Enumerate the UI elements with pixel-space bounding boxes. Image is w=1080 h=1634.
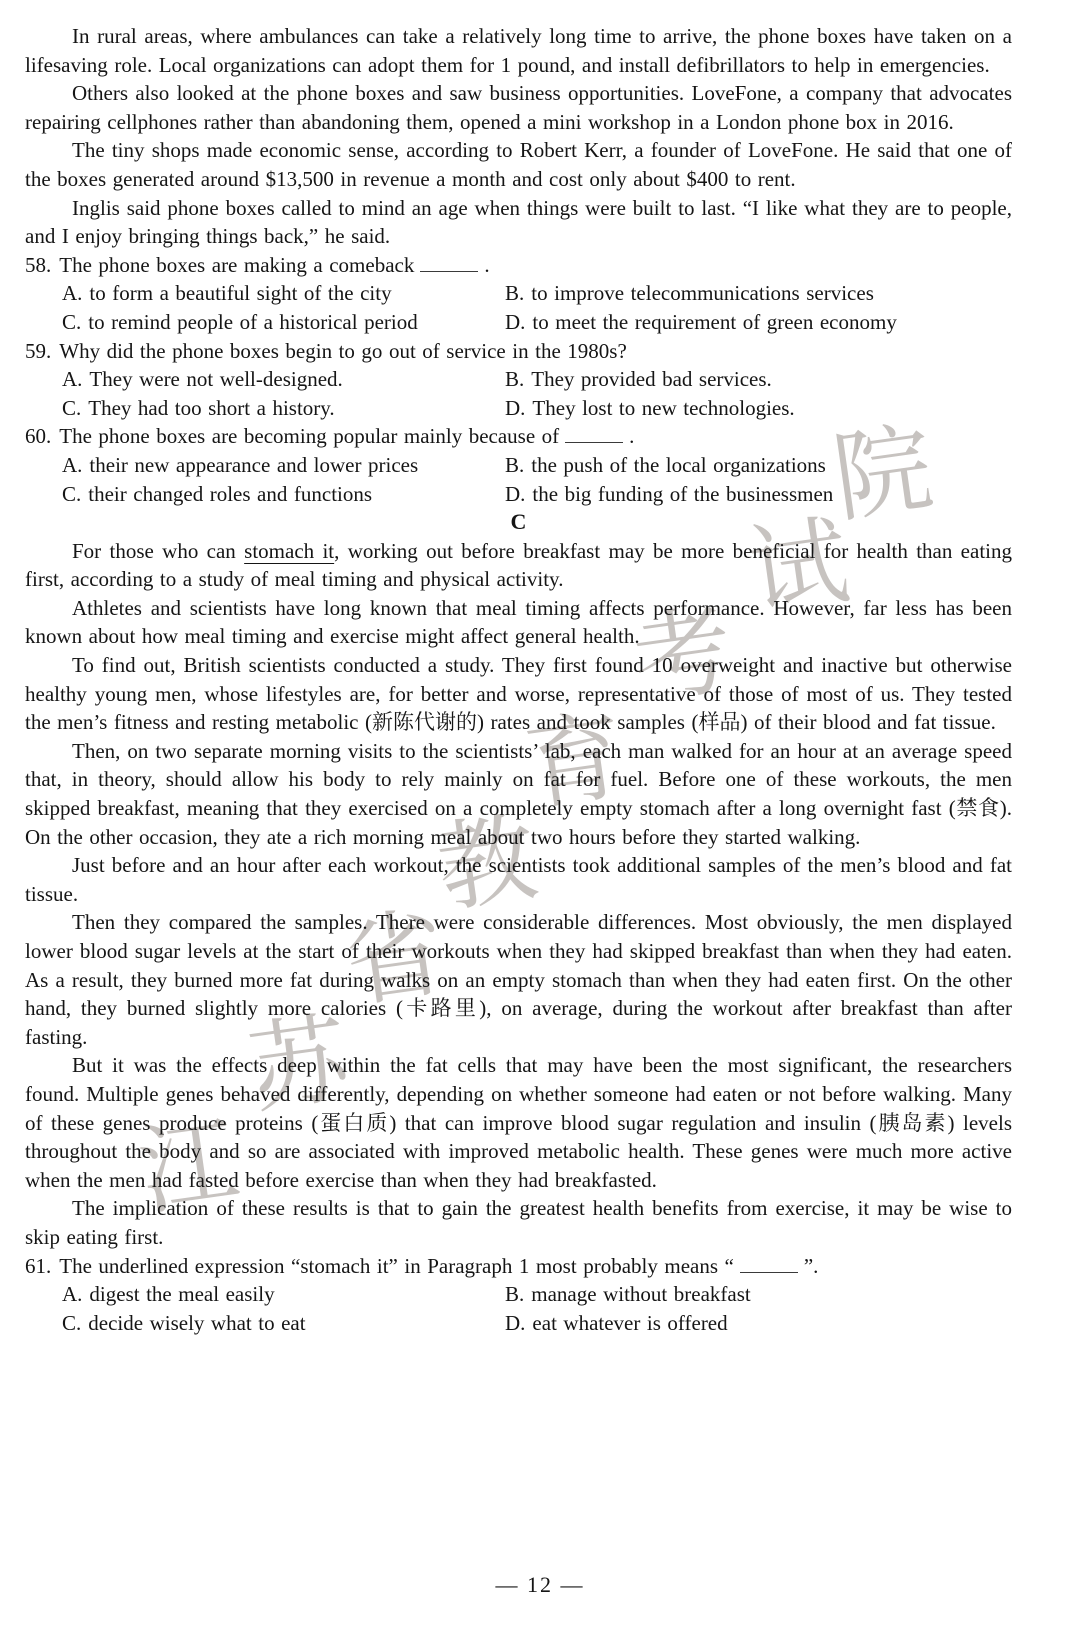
option-58-c <box>62 308 505 337</box>
option-59-b-label: B. <box>505 367 525 392</box>
option-59-b <box>505 365 1012 394</box>
passage-c-paragraph-5: Just before and an hour after each workout, the scientists took additional samples of the men’s blood and fat tissue. <box>25 853 1012 906</box>
question-61-options <box>25 1280 1012 1337</box>
option-61-a-label: A. <box>62 1282 83 1307</box>
passage-c-paragraph-1 <box>25 537 1012 594</box>
option-58-d-label: D. <box>505 309 526 334</box>
passage-c-paragraph-6: Then they compared the samples. There were considerable differences. Most obviously, the men displayed lower blood sugar levels at the start of their workouts when they had skipped breakfast than when they had eaten. As a result, they burned more fat during walks on an empty stomach than when they had eaten first. On the other hand, they burned slightly more calories (卡路里), on average, during the workout after breakfast than after fasting. <box>25 910 1012 1049</box>
watermark-char: 考 <box>626 592 740 720</box>
option-61-b-label: B. <box>505 1282 525 1307</box>
option-60-a <box>62 451 505 480</box>
option-58-b-text: to improve telecommunications services <box>531 281 874 306</box>
passage-c-p1-post: , working out before breakfast may be more beneficial for health than eating first, according to a study of meal timing and physical activity. <box>25 538 1012 592</box>
question-60-number: 60. <box>25 424 52 449</box>
question-59-number: 59. <box>25 338 52 363</box>
page-number: — 12 — <box>495 1572 585 1597</box>
option-61-b <box>505 1280 1012 1309</box>
option-60-d <box>505 480 1012 509</box>
question-58-number: 58. <box>25 252 52 277</box>
question-58-options <box>25 279 1012 336</box>
question-61-stem: The underlined expression “stomach it” in Paragraph 1 most probably means “ <box>59 1253 734 1278</box>
option-60-b-text: the push of the local organizations <box>531 452 826 477</box>
option-61-c-label: C. <box>62 1310 82 1335</box>
question-60-tail: . <box>629 424 635 449</box>
option-60-b-label: B. <box>505 452 525 477</box>
option-58-a-label: A. <box>62 281 83 306</box>
passage-c-paragraph-4: Then, on two separate morning visits to the scientists’ lab, each man walked for an hour at an average speed that, in theory, should allow his body to rely mainly on fat for fuel. Before one of these workouts, the men skipped breakfast, meaning that they exercised on a completely empty stomach after a long overnight fast (禁食). On the other occasion, they ate a rich morning meal about two hours before they started walking. <box>25 738 1012 849</box>
question-59-stem: Why did the phone boxes begin to go out of service in the 1980s? <box>59 338 627 363</box>
option-58-d <box>505 308 1012 337</box>
option-59-b-text: They provided bad services. <box>531 367 772 392</box>
question-61 <box>25 1252 1012 1281</box>
passage-b-paragraph-1: In rural areas, where ambulances can take a relatively long time to arrive, the phone boxes have taken on a lifesaving role. Local organizations can adopt them for 1 pound, and install defibrillators to help in emergencies. <box>25 24 1012 77</box>
option-59-d-label: D. <box>505 395 526 420</box>
option-58-c-text: to remind people of a historical period <box>88 309 418 334</box>
passage-c-p1-pre: For those who can <box>72 538 245 563</box>
watermark-char: 育 <box>518 698 632 826</box>
watermark-char: 试 <box>742 503 856 631</box>
passage-b-paragraph-2: Others also looked at the phone boxes and saw business opportunities. LoveFone, a company that advocates repairing cellphones rather than abandoning them, opened a mini workshop in a London phone box in 2016. <box>25 81 1012 134</box>
question-61-number: 61. <box>25 1253 52 1278</box>
passage-c-paragraph-7: But it was the effects deep within the fat cells that may have been the most significant, the researchers found. Multiple genes behaved differently, depending on whether someone had eaten or not before walking. Many of these genes produce proteins (蛋白质) that can improve blood sugar regulation and insulin (胰岛素) levels throughout the body and so are associated with improved metabolic health. These genes were much more active when the men had fasted before exercise than when they had breakfasted. <box>25 1053 1012 1192</box>
watermark-char: 教 <box>430 800 544 928</box>
option-59-c <box>62 394 505 423</box>
section-c-heading: C <box>510 509 527 535</box>
option-58-c-label: C. <box>62 309 82 334</box>
option-60-d-text: the big funding of the businessmen <box>532 481 834 506</box>
option-61-c-text: decide wisely what to eat <box>88 1310 306 1335</box>
option-59-c-label: C. <box>62 395 82 420</box>
option-60-b <box>505 451 1012 480</box>
option-60-c-text: their changed roles and functions <box>88 481 373 506</box>
watermark-char: 院 <box>826 410 940 538</box>
question-60-stem: The phone boxes are becoming popular mainly because of <box>59 424 560 449</box>
question-61-blank <box>740 1258 798 1273</box>
watermark-char: 省 <box>338 895 452 1023</box>
passage-b-paragraph-3: The tiny shops made economic sense, according to Robert Kerr, a founder of LoveFone. He said that one of the boxes generated around $13,500 in revenue a month and cost only about $400 to rent. <box>25 138 1012 191</box>
option-59-a-text: They were not well-designed. <box>89 367 343 392</box>
question-58 <box>25 251 1012 280</box>
option-59-c-text: They had too short a history. <box>88 395 335 420</box>
option-59-a <box>62 365 505 394</box>
option-60-c <box>62 480 505 509</box>
option-61-a <box>62 1280 505 1309</box>
question-59 <box>25 337 1012 366</box>
watermark-char: 苏 <box>242 1001 356 1129</box>
option-59-d <box>505 394 1012 423</box>
option-58-b <box>505 279 1012 308</box>
option-58-a-text: to form a beautiful sight of the city <box>89 281 392 306</box>
option-61-d-text: eat whatever is offered <box>532 1310 728 1335</box>
passage-c-paragraph-8: The implication of these results is that to gain the greatest health benefits from exercise, it may be wise to skip eating first. <box>25 1196 1012 1249</box>
underlined-expression-stomach-it: stomach it <box>244 538 335 563</box>
passage-b-paragraph-4: Inglis said phone boxes called to mind an age when things were built to last. “I like what they are to people, and I enjoy bringing things back,” he said. <box>25 195 1012 249</box>
option-60-a-label: A. <box>62 452 83 477</box>
question-58-tail: . <box>484 252 490 277</box>
option-60-a-text: their new appearance and lower prices <box>89 452 419 477</box>
passage-c-paragraph-3: To find out, British scientists conducted a study. They first found 10 overweight and inactive but otherwise healthy young men, whose lifestyles are, for better and worse, representative of those of most of us. They tested the men’s fitness and resting metabolic (新陈代谢的) rates and took samples (样品) of their blood and fat tissue. <box>25 653 1012 735</box>
option-58-b-label: B. <box>505 281 525 306</box>
option-60-d-label: D. <box>505 481 526 506</box>
option-58-d-text: to meet the requirement of green economy <box>532 309 897 334</box>
question-58-blank <box>420 257 478 272</box>
question-61-tail: ”. <box>803 1253 819 1278</box>
question-60-blank <box>565 428 623 443</box>
watermark-char: 江 <box>132 1103 246 1231</box>
option-59-a-label: A. <box>62 367 83 392</box>
question-60-options <box>25 451 1012 508</box>
option-61-a-text: digest the meal easily <box>89 1282 275 1307</box>
option-60-c-label: C. <box>62 481 82 506</box>
question-60 <box>25 422 1012 451</box>
question-58-stem: The phone boxes are making a comeback <box>59 252 415 277</box>
option-58-a <box>62 279 505 308</box>
passage-c-paragraph-2: Athletes and scientists have long known that meal timing affects performance. However, far less has been known about how meal timing and exercise might affect general health. <box>25 595 1012 649</box>
option-61-b-text: manage without breakfast <box>531 1282 751 1307</box>
option-61-d-label: D. <box>505 1310 526 1335</box>
option-61-d <box>505 1309 1012 1338</box>
option-59-d-text: They lost to new technologies. <box>532 395 795 420</box>
question-59-options <box>25 365 1012 422</box>
option-61-c <box>62 1309 505 1338</box>
